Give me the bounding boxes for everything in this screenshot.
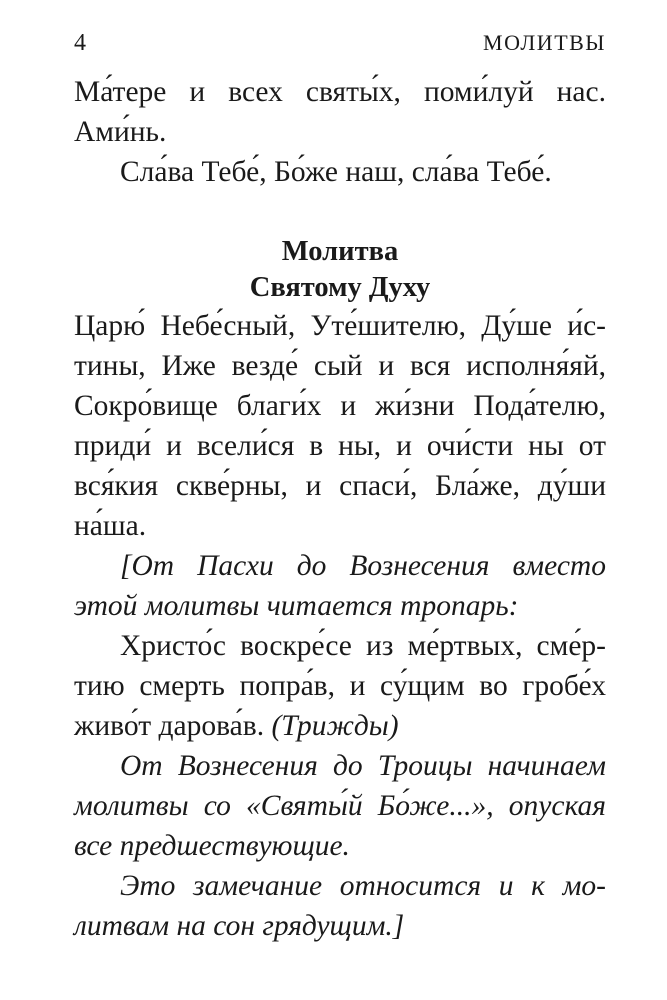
text-line: [От Пасхи до Вознесения вместо bbox=[120, 550, 606, 582]
text-line: литвам на сон грядущим.] bbox=[74, 910, 405, 942]
intro-block bbox=[74, 72, 606, 192]
text-line: приди́ и всели́ся в ны, и очи́сти ны от bbox=[74, 430, 606, 462]
text-line: От Вознесения до Троицы начинаем bbox=[120, 750, 606, 782]
text-line: тию смерть попра́в, и су́щим во гробе́х bbox=[74, 670, 606, 702]
text-line: Царю́ Небе́сный, Уте́шителю, Ду́ше и́с- bbox=[74, 310, 606, 342]
page-number: 4 bbox=[74, 30, 87, 56]
text-line: Христо́с воскре́се из ме́ртвых, сме́р- bbox=[120, 630, 606, 662]
prayer-body bbox=[74, 306, 606, 546]
text-line bbox=[74, 706, 606, 746]
page-header bbox=[74, 30, 606, 72]
rubric-note-2 bbox=[74, 746, 606, 866]
text-line: Ма́тере и всех святы́х, поми́луй нас. bbox=[74, 76, 606, 108]
text-line: Сокро́вище благи́х и жи́зни Пода́телю, bbox=[74, 390, 606, 422]
text-line: на́ша. bbox=[74, 510, 147, 542]
text-line: Ами́нь. bbox=[74, 116, 167, 148]
book-page bbox=[74, 30, 606, 946]
rubric-note-1 bbox=[74, 546, 606, 626]
troparion-last-text: живо́т дарова́в. bbox=[74, 710, 265, 742]
glory-line: Сла́ва Тебе́, Бо́же наш, сла́ва Тебе́. bbox=[120, 156, 552, 188]
thrice-rubric: (Трижды) bbox=[271, 710, 399, 742]
text-line: этой молитвы читается тропарь: bbox=[74, 590, 519, 622]
running-title: МОЛИТВЫ bbox=[483, 30, 606, 55]
text-line: молитвы со «Святы́й Бо́же...», опуская bbox=[74, 790, 606, 822]
prayer-title-line: Молитва bbox=[281, 236, 399, 267]
text-line: все предшествующие. bbox=[74, 830, 350, 862]
prayer-title-line: Святому Духу bbox=[249, 272, 431, 303]
prayer-title bbox=[74, 234, 606, 306]
section-spacer bbox=[74, 192, 606, 234]
text-line: Это замечание относится и к мо- bbox=[120, 870, 606, 902]
rubric-note-3 bbox=[74, 866, 606, 946]
text-line: вся́кия скве́рны, и спаси́, Бла́же, ду́ши bbox=[74, 470, 606, 502]
troparion-body bbox=[74, 626, 606, 746]
text-line: тины, Иже везде́ сый и вся исполня́яй, bbox=[74, 350, 606, 382]
